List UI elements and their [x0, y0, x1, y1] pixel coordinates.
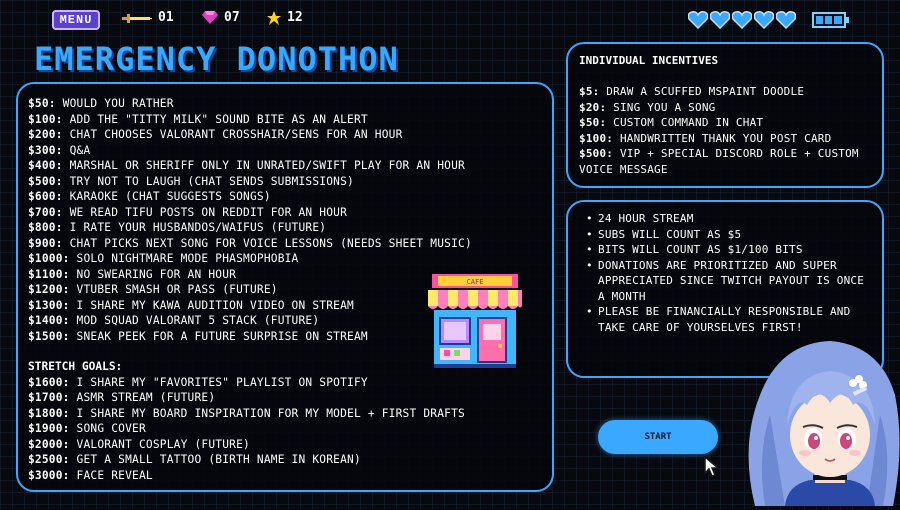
cursor-icon	[704, 456, 726, 482]
info-item: • PLEASE BE FINANCIALLY RESPONSIBLE AND TAKE CARE OF YOURSELVES FIRST!	[598, 304, 872, 335]
gem-icon	[202, 11, 218, 24]
sword-counter	[122, 10, 174, 25]
goal-item-text: I SHARE MY KAWA AUDITION VIDEO ON STREAM	[69, 298, 354, 312]
stretch-goals-list	[28, 375, 542, 484]
goal-item-amount: $300:	[28, 143, 63, 157]
info-item: • BITS WILL COUNT AS $1/100 BITS	[598, 242, 872, 258]
hearts-bar	[688, 11, 796, 29]
stretch-goal-item	[28, 468, 542, 484]
vtuber-avatar	[735, 335, 900, 510]
stretch-goal-item-text: ASMR STREAM (FUTURE)	[69, 391, 216, 404]
goal-item-amount: $200:	[28, 128, 63, 141]
goal-item-amount: $700:	[28, 205, 63, 219]
goal-item-amount: $1400:	[28, 314, 70, 327]
goal-item	[28, 236, 542, 252]
goal-item-amount: $1300:	[28, 298, 70, 312]
goal-item-text: SOLO NIGHTMARE MODE PHASMOPHOBIA	[69, 252, 299, 265]
stretch-goal-item-amount: $1700:	[28, 391, 70, 404]
goal-item-amount: $600:	[28, 190, 63, 203]
sword-icon	[122, 12, 152, 24]
stretch-goal-item-text: I SHARE MY BOARD INSPIRATION FOR MY MODEL + FIRST DRAFTS	[69, 406, 465, 420]
goal-item-text: TRY NOT TO LAUGH (CHAT SENDS SUBMISSIONS)	[62, 174, 354, 188]
heart-icon	[732, 11, 752, 29]
info-item: • DONATIONS ARE PRIORITIZED AND SUPER APPRECIATED SINCE TWITCH PAYOUT IS ONCE A MONTH	[598, 258, 872, 305]
incentive-item-amount: $5:	[579, 85, 600, 98]
incentive-item	[579, 146, 871, 177]
stretch-goal-item	[28, 406, 542, 422]
incentive-item-amount: $50:	[579, 116, 607, 129]
star-icon	[267, 11, 281, 25]
heart-icon	[776, 11, 796, 29]
incentive-item	[579, 131, 871, 147]
start-button[interactable]: START	[598, 420, 718, 454]
goal-item-amount: $1500:	[28, 329, 70, 343]
goal-item-text: ADD THE "TITTY MILK" SOUND BITE AS AN ALERT	[62, 112, 368, 126]
goal-item-amount: $50:	[28, 97, 56, 110]
stretch-goals-heading: STRETCH GOALS:	[28, 360, 123, 373]
sword-count: 01	[158, 10, 174, 25]
gem-count: 07	[224, 10, 240, 25]
top-bar	[0, 0, 900, 40]
goal-item-text: CHAT CHOOSES VALORANT CROSSHAIR/SENS FOR AN HOUR	[62, 128, 403, 141]
stretch-goal-item-amount: $2500:	[28, 453, 70, 466]
goal-item-text: MARSHAL OR SHERIFF ONLY IN UNRATED/SWIFT PLAY FOR AN HOUR	[62, 159, 465, 172]
stretch-goal-item	[28, 437, 542, 453]
goal-item	[28, 96, 542, 112]
stretch-goal-item-amount: $1600:	[28, 375, 70, 389]
goal-item-amount: $100:	[28, 112, 63, 126]
incentive-item-text: CUSTOM COMMAND IN CHAT	[606, 116, 764, 129]
heart-icon	[754, 11, 774, 29]
incentives-panel	[566, 42, 884, 188]
incentive-item-amount: $100:	[579, 131, 614, 145]
stretch-goal-item-amount: $3000:	[28, 468, 70, 482]
goal-item-text: NO SWEARING FOR AN HOUR	[69, 267, 237, 281]
goal-item-amount: $800:	[28, 221, 63, 234]
info-item: • SUBS WILL COUNT AS $5	[598, 227, 872, 243]
goal-item	[28, 127, 542, 143]
battery-icon	[812, 12, 850, 32]
info-item: • 24 HOUR STREAM	[598, 211, 872, 227]
stretch-goal-item	[28, 375, 542, 391]
incentive-item-text: VIP + SPECIAL DISCORD ROLE + CUSTOM VOICE MESSAGE	[579, 147, 859, 176]
stretch-goal-item-text: SONG COVER	[69, 422, 146, 435]
store-sign: CAFE	[466, 278, 484, 286]
incentive-item	[579, 84, 871, 100]
goal-item-text: CHAT PICKS NEXT SONG FOR VOICE LESSONS (NEEDS SHEET MUSIC)	[62, 236, 472, 250]
stretch-goal-item-text: VALORANT COSPLAY (FUTURE)	[69, 437, 250, 451]
stretch-goal-item	[28, 452, 542, 468]
goal-item	[28, 189, 542, 205]
page-title: EMERGENCY DONOTHON	[34, 40, 399, 78]
goal-item-text: MOD SQUAD VALORANT 5 STACK (FUTURE)	[69, 314, 320, 327]
gem-counter	[202, 10, 240, 25]
stretch-goal-item-text: GET A SMALL TATTOO (BIRTH NAME IN KOREAN)	[69, 453, 361, 466]
menu-button[interactable]: MENU	[52, 10, 100, 30]
goal-item-text: WOULD YOU RATHER	[55, 97, 174, 110]
goal-item-text: SNEAK PEEK FOR A FUTURE SURPRISE ON STREAM	[69, 329, 368, 343]
incentive-item	[579, 115, 871, 131]
incentive-item-amount: $20:	[579, 100, 607, 114]
star-count: 12	[287, 10, 303, 25]
stretch-goal-item-amount: $1900:	[28, 422, 70, 435]
info-list	[580, 211, 872, 335]
goal-item	[28, 143, 542, 159]
goal-item-amount: $500:	[28, 174, 63, 188]
incentive-item-text: HANDWRITTEN THANK YOU POST CARD	[613, 131, 832, 145]
stretch-goal-item-amount: $1800:	[28, 406, 70, 420]
stretch-goal-item-amount: $2000:	[28, 437, 70, 451]
stretch-goal-item-text: I SHARE MY "FAVORITES" PLAYLIST ON SPOTIFY	[69, 375, 368, 389]
goal-item	[28, 158, 542, 174]
goal-item	[28, 205, 542, 221]
goal-item	[28, 251, 542, 267]
goal-item	[28, 112, 542, 128]
goal-item-amount: $900:	[28, 236, 63, 250]
stretch-goal-item	[28, 421, 542, 437]
goal-item-text: VTUBER SMASH OR PASS (FUTURE)	[69, 283, 278, 296]
goal-item-text: KARAOKE (CHAT SUGGESTS SONGS)	[62, 190, 271, 203]
incentive-item-text: SING YOU A SONG	[606, 100, 716, 114]
stretch-goal-item	[28, 390, 542, 406]
pixel-store-illustration	[428, 272, 522, 372]
stretch-goal-item-text: FACE REVEAL	[69, 468, 153, 482]
goal-item-text: I RATE YOUR HUSBANDOS/WAIFUS (FUTURE)	[62, 221, 327, 234]
goal-item-amount: $1200:	[28, 283, 70, 296]
incentive-item-amount: $500:	[579, 147, 614, 160]
goal-item	[28, 220, 542, 236]
incentives-title: INDIVIDUAL INCENTIVES	[579, 54, 719, 67]
star-counter	[267, 10, 303, 25]
goal-item-amount: $1100:	[28, 267, 70, 281]
heart-icon	[688, 11, 708, 29]
goal-item-text: WE READ TIFU POSTS ON REDDIT FOR AN HOUR	[62, 205, 348, 219]
goal-item-amount: $400:	[28, 159, 63, 172]
incentive-item-text: DRAW A SCUFFED MSPAINT DOODLE	[599, 85, 805, 98]
goal-item-amount: $1000:	[28, 252, 70, 265]
goal-item-text: Q&A	[62, 143, 91, 157]
incentive-item	[579, 100, 871, 116]
incentives-list	[579, 84, 871, 177]
heart-icon	[710, 11, 730, 29]
goal-item	[28, 174, 542, 190]
